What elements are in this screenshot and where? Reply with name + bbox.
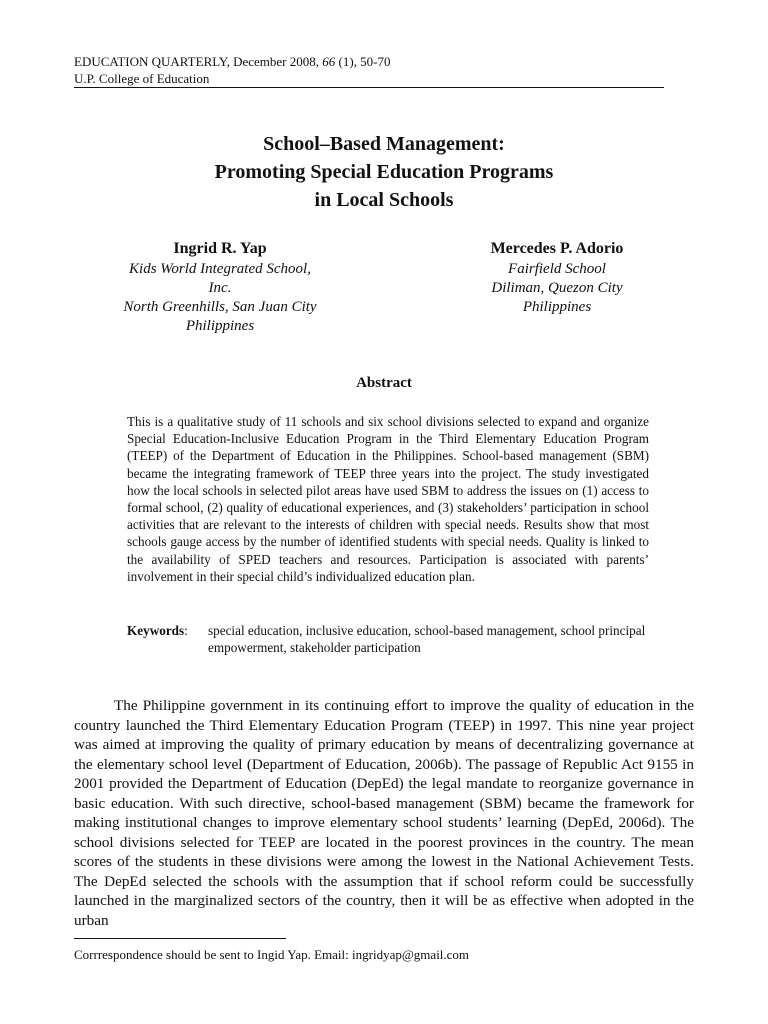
title-line: School–Based Management: [263,133,505,155]
journal-citation [74,53,664,70]
journal-issue-pages: (1), 50-70 [335,54,391,69]
author-block [100,238,340,336]
title-line: Promoting Special Education Programs [214,161,554,183]
author-affiliation-line: Kids World Integrated School, [129,261,311,277]
author-affiliation-line: Philippines [522,299,592,315]
keywords-label [127,622,188,639]
journal-name: EDUCATION QUARTERLY, December 2008, [74,54,323,69]
author-affiliation-line: Diliman, Quezon City [491,280,623,296]
abstract-text: This is a qualitative study of 11 schools and six school divisions selected to expand and organize Special Education-Inclusive Education Program in the Third Elementary Education Program (TEEP) of the Department of Education in the Philippines. School-based management (SBM) became the integrating framework of TEEP three years into the project. The study investigated how the local schools in selected pilot areas have used SBM to address the issues on (1) access to formal school, (2) quality of educational experiences, and (3) stakeholders’ participation in school activities that are relevant to the interests of children with special needs. Results show that most schools gauge access by the number of identified students with special needs. Quality is linked to the availability of SPED teachers and resources. Participation is associated with parents’ involvement in their special child’s individualized education plan. [127,414,649,584]
author-block [462,238,652,317]
title-line: in Local Schools [314,189,454,211]
header-divider [74,87,664,88]
body-paragraph-text: The Philippine government in its continuing effort to improve the quality of education in the country launched the Third Elementary Education Program (TEEP) in 1997. This nine year project was aimed at improving the quality of primary education by means of decentralizing governance at the elementary school level (Department of Education, 2006b). The passage of Republic Act 9155 in 2001 provided the Department of Education (DepEd) the legal mandate to reorganize governance in basic education. With such directive, school-based management (SBM) became the framework for making institutional changes to improve elementary school students’ learning (DepEd, 2006d). The school divisions selected for TEEP are located in the poorest provinces in the country. The mean scores of the students in these divisions were among the lowest in the National Achievement Tests. The DepEd selected the schools with the assumption that if school reform could be successfully launched in the marginalized sectors of the country, then it will be as effective when adopted in the urban [74,697,694,929]
author-affiliation-line: Fairfield School [508,261,606,277]
author-name: Ingrid R. Yap [173,240,267,257]
journal-institution: U.P. College of Education [74,71,210,86]
keywords-list: special education, inclusive education, school-based management, school principal empowerment, stakeholder participation [208,623,646,656]
journal-volume: 66 [322,54,336,69]
author-name: Mercedes P. Adorio [490,240,624,257]
keywords-colon: : [184,623,188,638]
paper-title [84,130,684,214]
body-paragraph [74,696,694,930]
author-affiliation-line: Philippines [185,318,255,334]
abstract-heading: Abstract [356,375,412,391]
correspondence-footnote: Corrrespondence should be sent to Ingid Yap. Email: ingridyap@gmail.com [74,947,470,962]
author-affiliation-line: North Greenhills, San Juan City [123,299,317,315]
keywords-label-text: Keywords [127,623,185,638]
footnote-divider [74,938,286,939]
author-affiliation-line: Inc. [208,280,232,296]
journal-header [74,53,664,87]
